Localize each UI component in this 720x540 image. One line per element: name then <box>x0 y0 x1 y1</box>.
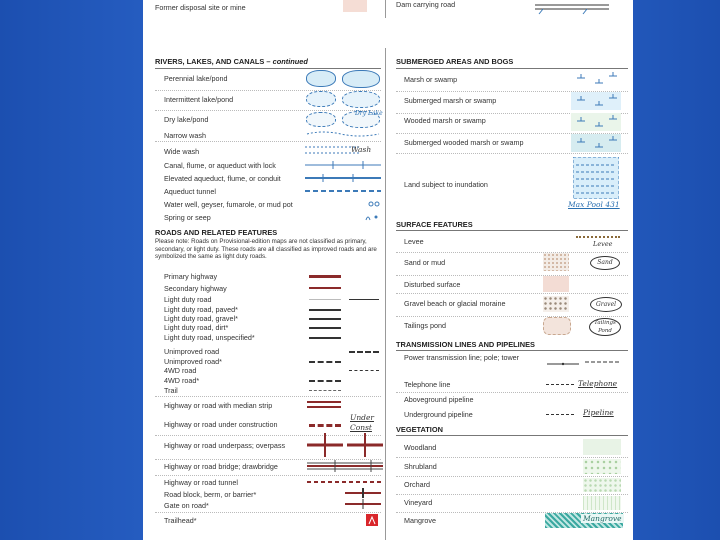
legend-row-gate: Gate on road* <box>164 501 209 510</box>
water-well-icon <box>367 199 381 209</box>
trail-symbol <box>309 390 341 391</box>
legend-row-underpass-overpass: Highway or road underpass; overpass <box>164 441 286 450</box>
mangrove-label: Mangrove <box>583 514 622 523</box>
legend-row-light-duty-dirt: Light duty road, dirt* <box>164 323 229 332</box>
trailhead-icon <box>366 514 378 526</box>
legend-row-power-line: Power transmission line; pole; tower <box>404 353 520 362</box>
vegetation-section-title: VEGETATION <box>396 425 443 434</box>
legend-row-canal: Canal, flume, or aqueduct with lock <box>164 161 276 170</box>
legend-row-narrow-wash: Narrow wash <box>164 131 206 140</box>
gravel-beach-symbol <box>543 296 569 312</box>
underpass-overpass-symbol <box>305 431 385 459</box>
marsh-symbol <box>571 70 621 88</box>
former-disposal-swatch <box>343 0 367 12</box>
column-divider <box>385 48 386 540</box>
legend-row-tailings-pond: Tailings pond <box>404 321 446 330</box>
spring-symbol-icon <box>363 211 381 223</box>
light-duty-unspecified-symbol <box>309 337 341 339</box>
legend-row-light-duty-gravel: Light duty road, gravel* <box>164 314 238 323</box>
perennial-lake-symbol <box>306 70 336 87</box>
light-duty-road-symbol-2 <box>349 299 379 300</box>
legend-row-unimproved-road-star: Unimproved road* <box>164 357 222 366</box>
median-strip-symbol <box>307 399 343 411</box>
legend-row-submerged-wooded-marsh: Submerged wooded marsh or swamp <box>404 138 524 147</box>
legend-row-gravel-beach: Gravel beach or glacial moraine <box>404 299 506 308</box>
narrow-wash-symbol <box>303 128 383 140</box>
submerged-wooded-marsh-symbol <box>571 134 621 152</box>
legend-row-wide-wash: Wide wash <box>164 147 200 156</box>
woodland-symbol <box>583 439 621 455</box>
legend-row-dry-lake: Dry lake/pond <box>164 115 209 124</box>
intermittent-lake-symbol-2 <box>342 91 380 108</box>
elevated-aqueduct-symbol <box>303 173 383 183</box>
legend-row-vineyard: Vineyard <box>404 498 433 507</box>
legend-row-marsh: Marsh or swamp <box>404 75 458 84</box>
unimproved-road-star-symbol <box>309 361 341 363</box>
legend-row-bridge: Highway or road bridge; drawbridge <box>164 462 278 471</box>
under-construction-symbol <box>309 424 341 427</box>
4wd-road-symbol <box>349 370 379 371</box>
sand-symbol <box>543 253 569 271</box>
wooded-marsh-symbol <box>571 113 621 131</box>
legend-row-light-duty-paved: Light duty road, paved* <box>164 305 238 314</box>
dry-lake-label: Dry Lake <box>355 110 383 117</box>
legend-row-perennial-lake: Perennial lake/pond <box>164 74 228 83</box>
aqueduct-tunnel-symbol <box>303 186 383 196</box>
legend-row-elevated-aqueduct: Elevated aqueduct, flume, or conduit <box>164 174 281 183</box>
legend-row-light-duty-unspecified: Light duty road, unspecified* <box>164 333 255 342</box>
gate-symbol <box>343 498 383 510</box>
perennial-lake-symbol-2 <box>342 70 380 88</box>
shrubland-symbol <box>583 459 621 474</box>
light-duty-paved-symbol <box>309 309 341 311</box>
dam-road-symbol <box>533 0 613 16</box>
legend-row-light-duty-road: Light duty road <box>164 295 212 304</box>
legend-row-intermittent-lake: Intermittent lake/pond <box>164 95 234 104</box>
pipeline-label: Pipeline <box>583 408 614 417</box>
legend-row-dam-road: Dam carrying road <box>396 0 456 9</box>
legend-row-mangrove: Mangrove <box>404 516 436 525</box>
telephone-label: Telephone <box>578 379 618 388</box>
legend-row-under-construction: Highway or road under construction <box>164 420 278 429</box>
canal-lock-symbol <box>303 160 383 170</box>
under-construction-label: Under Const <box>350 413 374 432</box>
legend-row-primary-highway: Primary highway <box>164 272 218 281</box>
tailings-pond-label: Tailings Pond <box>589 318 621 336</box>
transmission-section-title: TRANSMISSION LINES AND PIPELINES <box>396 340 535 349</box>
legend-row-shrubland: Shrubland <box>404 462 437 471</box>
roads-section-title: ROADS AND RELATED FEATURES <box>155 228 278 237</box>
underground-pipeline-symbol <box>546 414 574 415</box>
legend-row-road-tunnel: Highway or road tunnel <box>164 478 238 487</box>
legend-row-woodland: Woodland <box>404 443 437 452</box>
orchard-symbol <box>583 478 621 492</box>
intermittent-lake-symbol <box>306 91 336 107</box>
map-legend-sheet <box>143 0 633 540</box>
legend-row-4wd-road-star: 4WD road* <box>164 376 200 385</box>
vineyard-symbol <box>583 496 621 510</box>
rivers-title-rule <box>155 68 381 69</box>
legend-row-disturbed-surface: Disturbed surface <box>404 280 461 289</box>
legend-row-levee: Levee <box>404 237 424 246</box>
gravel-label: Gravel <box>590 297 622 312</box>
submerged-marsh-symbol <box>571 92 621 110</box>
rivers-section-title: RIVERS, LAKES, AND CANALS – continued <box>155 57 308 66</box>
4wd-road-star-symbol <box>309 380 341 382</box>
roads-note: Please note: Roads on Provisional-edition maps are not classified as primary, secondary, or light duty. These roads are all classified as improved roads and are symbolized the same as light duty roads. <box>155 238 377 261</box>
legend-row-submerged-marsh: Submerged marsh or swamp <box>404 96 497 105</box>
legend-row-spring: Spring or seep <box>164 213 211 222</box>
tailings-pond-symbol <box>543 317 571 335</box>
primary-highway-symbol <box>309 275 341 278</box>
light-duty-gravel-symbol <box>309 318 341 320</box>
legend-row-orchard: Orchard <box>404 480 430 489</box>
levee-symbol <box>576 236 620 238</box>
bridge-drawbridge-symbol <box>305 458 385 474</box>
max-pool-label: Max Pool 431 <box>568 200 620 209</box>
inundation-symbol <box>573 157 619 199</box>
levee-label: Levee <box>593 240 613 248</box>
wash-label: Wash <box>351 145 372 154</box>
secondary-highway-symbol <box>309 287 341 289</box>
legend-row-unimproved-road: Unimproved road <box>164 347 220 356</box>
legend-row-underground-pipeline: Underground pipeline <box>404 410 473 419</box>
legend-row-aboveground-pipeline: Aboveground pipeline <box>404 395 474 404</box>
legend-row-secondary-highway: Secondary highway <box>164 284 227 293</box>
light-duty-dirt-symbol <box>309 327 341 329</box>
legend-row-road-block: Road block, berm, or barrier* <box>164 490 257 499</box>
legend-row-trailhead: Trailhead* <box>164 516 197 525</box>
legend-row-water-well: Water well, geyser, fumarole, or mud pot <box>164 200 293 209</box>
legend-row-aqueduct-tunnel: Aqueduct tunnel <box>164 187 216 196</box>
disturbed-surface-symbol <box>543 276 569 292</box>
submerged-section-title: SUBMERGED AREAS AND BOGS <box>396 57 514 66</box>
unimproved-road-symbol <box>349 351 379 353</box>
telephone-line-symbol <box>546 384 574 385</box>
legend-row-median-strip: Highway or road with median strip <box>164 401 273 410</box>
legend-row-4wd-road: 4WD road <box>164 366 197 375</box>
legend-row-former-disposal: Former disposal site or mine <box>155 3 246 12</box>
legend-row-trail: Trail <box>164 386 178 395</box>
legend-row-telephone-line: Telephone line <box>404 380 451 389</box>
column-divider-top <box>385 0 386 18</box>
light-duty-road-symbol <box>309 299 341 300</box>
legend-row-sand: Sand or mud <box>404 258 446 267</box>
dry-lake-symbol <box>306 112 336 127</box>
legend-row-inundation: Land subject to inundation <box>404 180 488 189</box>
legend-row-wooded-marsh: Wooded marsh or swamp <box>404 116 486 125</box>
surface-section-title: SURFACE FEATURES <box>396 220 473 229</box>
power-line-symbol <box>545 356 625 368</box>
sand-label: Sand <box>590 256 620 270</box>
